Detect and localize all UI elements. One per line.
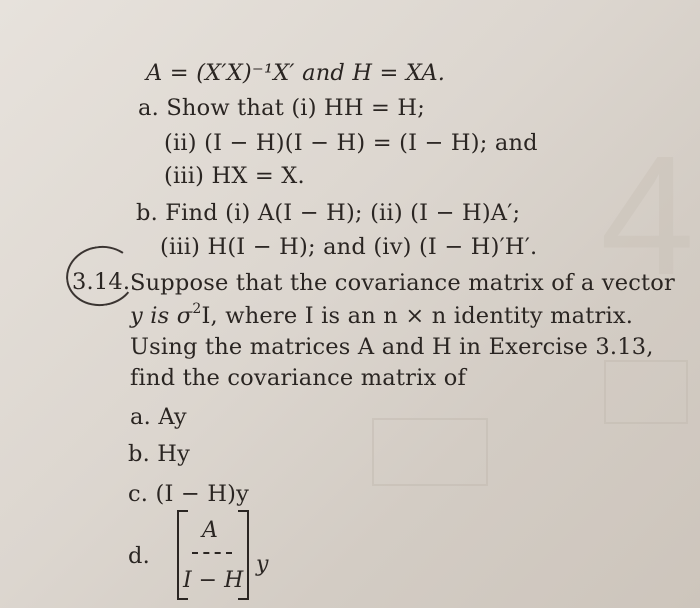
exercise-number: 3.14. <box>72 269 131 295</box>
item-c: c. (I − H)y <box>128 481 250 507</box>
item-a: a. Ay <box>130 404 187 430</box>
part-a-line-1: a. Show that (i) HH = H; <box>138 95 426 121</box>
exercise-line-2 <box>130 303 633 329</box>
part-a-line-2: (ii) (I − H)(I − H) = (I − H); and <box>164 130 538 156</box>
sigma-text: y is σ <box>130 303 193 329</box>
item-b: b. Hy <box>128 441 191 467</box>
definition-line: A = (X′X)⁻¹X′ and H = XA. <box>146 60 446 86</box>
part-a-line-3: (iii) HX = X. <box>164 163 305 189</box>
matrix-top-entry: A <box>202 518 218 543</box>
exercise-line-3: Using the matrices A and H in Exercise 3.13, <box>130 334 654 360</box>
matrix-dashed-divider <box>192 552 232 554</box>
matrix-bottom-entry: I − H <box>183 568 244 593</box>
bleed-through-bracket <box>372 418 488 486</box>
matrix-vector-y: y <box>256 552 269 577</box>
exercise-line-4: find the covariance matrix of <box>130 365 467 391</box>
item-d-label: d. <box>128 543 150 569</box>
exercise-line-1: Suppose that the covariance matrix of a vector <box>130 270 675 296</box>
bleed-through-bracket <box>604 360 688 424</box>
bleed-through-four: 4 <box>600 121 695 311</box>
part-b-line-2: (iii) H(I − H); and (iv) (I − H)′H′. <box>160 234 538 260</box>
identity-text: I, where I is an n × n identity matrix. <box>201 303 634 329</box>
superscript-two: 2 <box>192 301 202 317</box>
part-b-line-1: b. Find (i) A(I − H); (ii) (I − H)A′; <box>136 200 521 226</box>
